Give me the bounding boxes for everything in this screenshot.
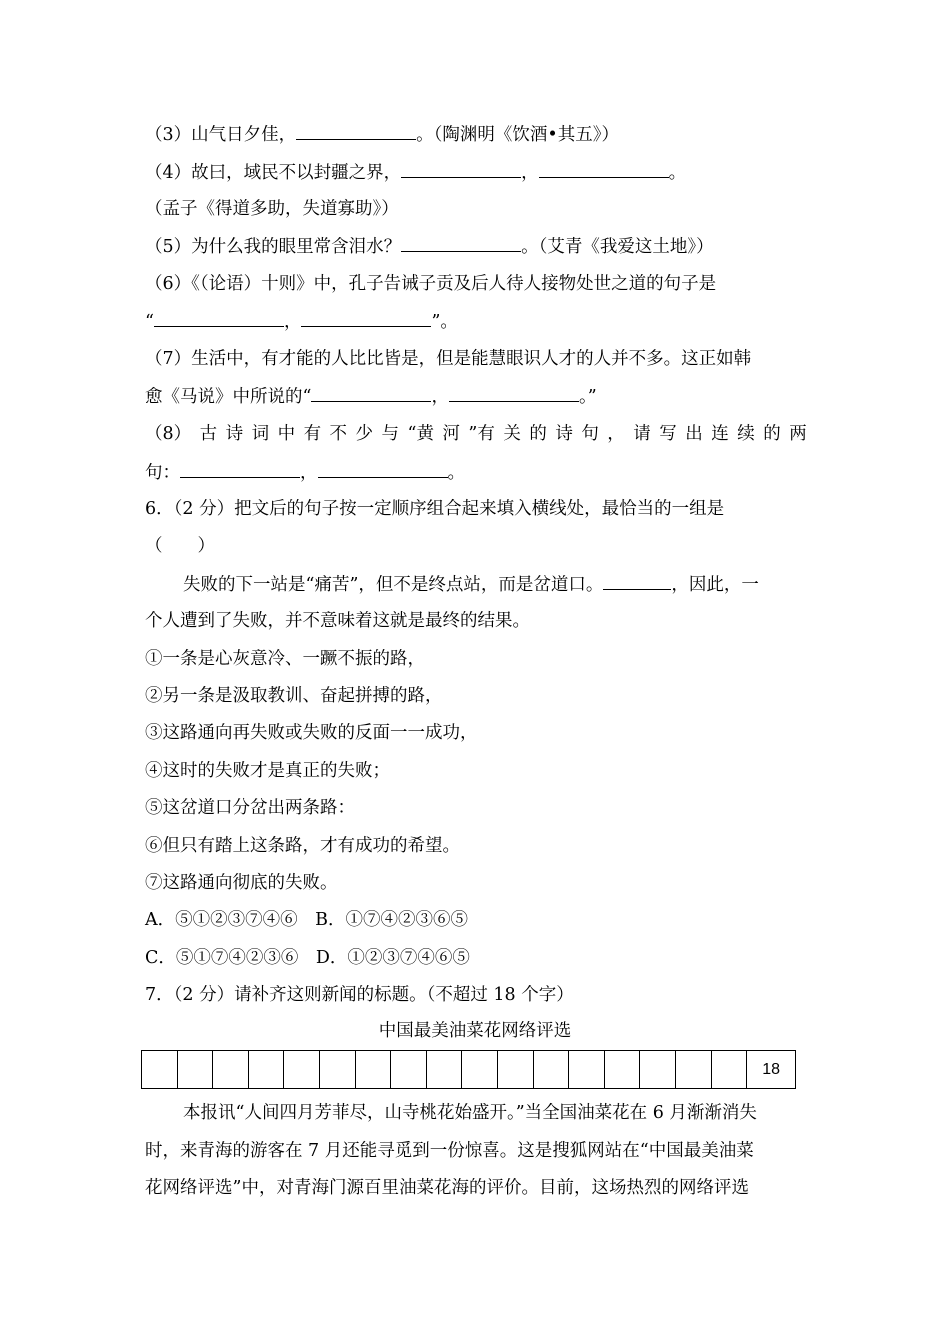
grid-cell[interactable] — [142, 1051, 178, 1089]
answer-blank[interactable] — [401, 160, 521, 178]
q5-item-6-line2 — [145, 309, 458, 334]
separator: ， — [431, 387, 449, 407]
q5-item-4-text: （4）故曰，域民不以封疆之界， — [145, 163, 402, 183]
q5-item-7-text: 愈《马说》中所说的“ — [145, 387, 312, 407]
q5-item-3-text: （3）山气日夕佳， — [145, 125, 297, 145]
q6-answer-paren[interactable]: （ ） — [145, 536, 215, 556]
q5-item-7-line1: （7）生活中，有才能的人比比皆是，但是能慧眼识人才的人并不多。这正如韩 — [145, 349, 752, 369]
separator: ， — [300, 463, 318, 483]
q5-item-8-line1 — [145, 422, 807, 446]
q5-item-3 — [145, 122, 619, 147]
q6-sentence-4: ④这时的失败才是真正的失败； — [145, 761, 390, 781]
close-quote: ”。 — [431, 312, 458, 332]
q6-stem-line1: 6．（2 分）把文后的句子按一定顺序组合起来填入横线处，最恰当的一组是 — [145, 499, 725, 519]
word: 河 — [442, 424, 460, 444]
word: 中 — [277, 424, 296, 444]
grid-cell[interactable] — [248, 1051, 284, 1089]
separator: ， — [521, 163, 539, 183]
grid-cell[interactable] — [604, 1051, 640, 1089]
word: 不 — [329, 424, 348, 444]
answer-blank[interactable] — [603, 572, 671, 590]
q6-sentence-2: ②另一条是汲取教训、奋起拼搏的路， — [145, 686, 443, 706]
answer-blank[interactable] — [449, 384, 579, 402]
grid-cell-18[interactable]: 18 — [747, 1051, 796, 1089]
q6-sentence-6: ⑥但只有踏上这条路，才有成功的希望。 — [145, 836, 460, 856]
separator: ， — [283, 312, 302, 332]
word: （8） — [145, 424, 192, 444]
word: 的 — [529, 424, 547, 444]
answer-blank[interactable] — [180, 460, 300, 478]
headline-answer-grid — [141, 1050, 796, 1089]
word: “黄 — [407, 424, 434, 444]
word: 出 — [685, 424, 703, 444]
answer-blank[interactable] — [154, 309, 284, 327]
word: 诗 — [555, 424, 573, 444]
answer-blank[interactable] — [311, 384, 431, 402]
end-mark: 。 — [447, 463, 465, 483]
grid-cell[interactable] — [391, 1051, 427, 1089]
word: 少 — [355, 424, 374, 444]
grid-cell[interactable] — [462, 1051, 498, 1089]
answer-blank[interactable] — [296, 122, 416, 140]
word: 连 — [711, 424, 729, 444]
word: 续 — [737, 424, 755, 444]
grid-cell[interactable] — [711, 1051, 747, 1089]
grid-cell[interactable] — [675, 1051, 711, 1089]
grid-cell[interactable] — [213, 1051, 249, 1089]
word: 诗 — [225, 424, 244, 444]
word: 句 — [581, 424, 599, 444]
answer-blank[interactable] — [301, 309, 431, 327]
grid-cell[interactable] — [284, 1051, 320, 1089]
q7-stem: 7．（2 分）请补齐这则新闻的标题。（不超过 18 个字） — [145, 985, 574, 1005]
q5-item-8-line2 — [145, 460, 465, 485]
q7-headline: 中国最美油菜花网络评选 — [378, 1021, 572, 1041]
q6-passage-text-cont: ，因此，一 — [671, 575, 759, 595]
word: 关 — [503, 424, 521, 444]
q7-news-line2: 时，来青海的游客在 7 月还能寻觅到一份惊喜。这是搜狐网站在“中国最美油菜 — [145, 1141, 754, 1161]
grid-cell[interactable] — [177, 1051, 213, 1089]
word: 有 — [303, 424, 322, 444]
word: 写 — [659, 424, 677, 444]
word: 词 — [251, 424, 270, 444]
word: 古 — [199, 424, 218, 444]
word: 请 — [633, 424, 651, 444]
q5-item-4-source: （孟子《得道多助，失道寡助》） — [145, 199, 399, 219]
q5-item-5 — [145, 234, 714, 259]
grid-cell[interactable] — [497, 1051, 533, 1089]
q5-item-6-line1: （6）《（论语）十则》中，孔子告诫子贡及后人待人接物处世之道的句子是 — [145, 274, 717, 294]
q6-sentence-1: ①一条是心灰意冷、一蹶不振的路， — [145, 649, 425, 669]
q7-news-line1: 本报讯“人间四月芳菲尽，山寺桃花始盛开。”当全国油菜花在 6 月渐渐消失 — [183, 1103, 757, 1123]
q5-item-3-source: 。（陶渊明《饮酒•其五》） — [416, 125, 619, 145]
grid-cell[interactable] — [319, 1051, 355, 1089]
grid-cell[interactable] — [533, 1051, 569, 1089]
q6-sentence-7: ⑦这路通向彻底的失败。 — [145, 873, 338, 893]
grid-cell[interactable] — [569, 1051, 605, 1089]
open-quote: “ — [145, 312, 154, 332]
word: 的 — [763, 424, 781, 444]
grid-cell[interactable] — [640, 1051, 676, 1089]
word: 两 — [789, 424, 807, 444]
grid-cell[interactable] — [426, 1051, 462, 1089]
grid-cell[interactable] — [355, 1051, 391, 1089]
q6-passage-line2: 个人遭到了失败，并不意味着这就是最终的结果。 — [145, 611, 530, 631]
q6-passage-text: 失败的下一站是“痛苦”，但不是终点站，而是岔道口。 — [183, 575, 604, 595]
q6-passage-line1 — [183, 572, 759, 597]
word: ”有 — [468, 424, 495, 444]
q5-item-8-text: 句： — [145, 463, 180, 483]
q5-item-5-text: （5）为什么我的眼里常含泪水？ — [145, 237, 402, 257]
word: ， — [607, 424, 625, 444]
q6-options-row2[interactable]: C．⑤①⑦④②③⑥ D．①②③⑦④⑥⑤ — [145, 948, 470, 968]
q6-sentence-3: ③这路通向再失败或失败的反面一一成功， — [145, 723, 478, 743]
q6-sentence-5: ⑤这岔道口分岔出两条路： — [145, 798, 355, 818]
q5-item-5-source: 。（艾青《我爱这土地》） — [521, 237, 714, 257]
q6-options-row1[interactable]: A．⑤①②③⑦④⑥ B．①⑦④②③⑥⑤ — [145, 910, 468, 930]
close-quote: 。” — [578, 387, 597, 407]
word: 与 — [381, 424, 400, 444]
q5-item-4 — [145, 160, 686, 185]
answer-blank[interactable] — [539, 160, 669, 178]
q7-news-line3: 花网络评选”中，对青海门源百里油菜花海的评价。目前，这场热烈的网络评选 — [145, 1178, 749, 1198]
q5-item-7-line2 — [145, 384, 597, 409]
end-mark: 。 — [668, 163, 687, 183]
answer-blank[interactable] — [401, 234, 521, 252]
answer-blank[interactable] — [318, 460, 448, 478]
